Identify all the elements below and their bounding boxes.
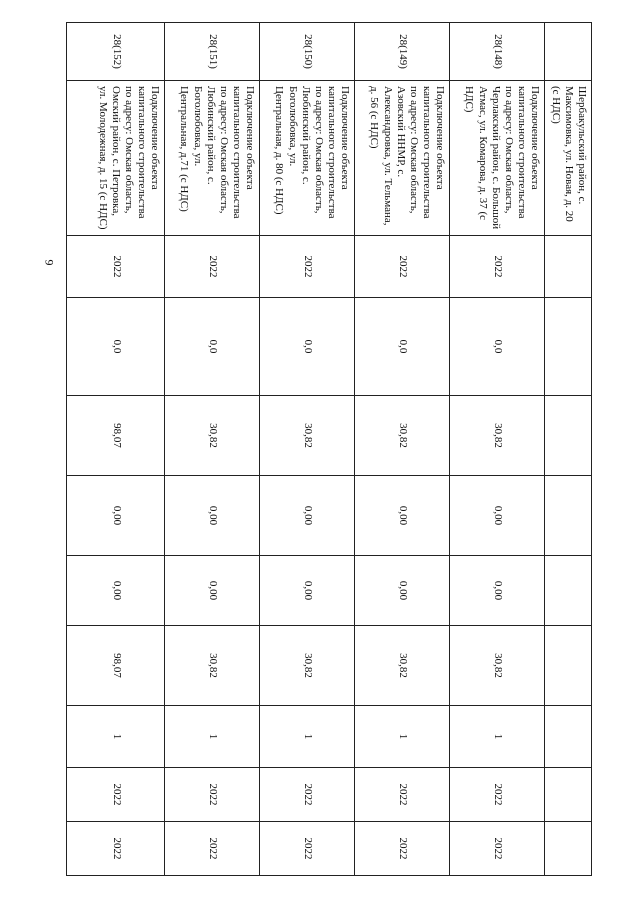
cell-description: Подключение объекта капитального строительства по адресу: Омская область, Любинский район, с. Боголюбовка, ул. Центральная, д. 80 (с НДС) [260, 81, 355, 236]
cell-value-5 [545, 626, 592, 706]
cell-value-2: 98,07 [67, 396, 165, 476]
cell-year-a: 2022 [67, 768, 165, 822]
cell-value-1: 0,0 [260, 298, 355, 396]
cell-year-b: 2022 [67, 822, 165, 876]
cell-value-3: 0,00 [355, 476, 450, 556]
table-row [355, 23, 450, 876]
cell-year-start: 2022 [450, 236, 545, 298]
cell-year-b [545, 822, 592, 876]
cell-value-2: 30,82 [355, 396, 450, 476]
cell-value-4 [545, 556, 592, 626]
cell-count: 1 [355, 706, 450, 768]
cell-value-3: 0,00 [165, 476, 260, 556]
cell-count: 1 [450, 706, 545, 768]
cell-value-4: 0,00 [355, 556, 450, 626]
cell-description: Подключение объекта капитального строительства по адресу: Омская область, Омский район, с. Петровка, ул. Молодежная, д. 15 (с НДС) [67, 81, 165, 236]
cell-value-2: 30,82 [450, 396, 545, 476]
cell-year-start: 2022 [355, 236, 450, 298]
cell-value-2: 30,82 [165, 396, 260, 476]
cell-num: 28(148) [450, 23, 545, 81]
table-row [260, 23, 355, 876]
cell-description: Шербакульский район, с. Максимовка, ул. Новая, д. 20 (с НДС) [545, 81, 592, 236]
cell-count: 1 [165, 706, 260, 768]
cell-year-b: 2022 [165, 822, 260, 876]
table-row [450, 23, 545, 876]
cell-year-b: 2022 [355, 822, 450, 876]
cell-value-4: 0,00 [165, 556, 260, 626]
cell-num: 28(150) [260, 23, 355, 81]
cell-value-5: 98,07 [67, 626, 165, 706]
cell-value-5: 30,82 [165, 626, 260, 706]
table-row [165, 23, 260, 876]
cell-num: 28(151) [165, 23, 260, 81]
cell-year-b: 2022 [450, 822, 545, 876]
cell-num: 28(152) [67, 23, 165, 81]
cell-value-4: 0,00 [67, 556, 165, 626]
cell-count: 1 [260, 706, 355, 768]
cell-year-start: 2022 [260, 236, 355, 298]
cell-value-4: 0,00 [260, 556, 355, 626]
cell-value-1: 0,0 [450, 298, 545, 396]
cell-year-start: 2022 [165, 236, 260, 298]
cell-count [545, 706, 592, 768]
cell-value-1 [545, 298, 592, 396]
table-row-continued [545, 23, 592, 876]
investment-table [66, 22, 592, 876]
rotated-table-container [70, 22, 592, 875]
cell-year-a: 2022 [355, 768, 450, 822]
cell-value-5: 30,82 [355, 626, 450, 706]
cell-year-start [545, 236, 592, 298]
cell-value-1: 0,0 [67, 298, 165, 396]
cell-value-3 [545, 476, 592, 556]
cell-year-a [545, 768, 592, 822]
cell-year-start: 2022 [67, 236, 165, 298]
cell-value-5: 30,82 [450, 626, 545, 706]
document-table-area [70, 22, 592, 875]
cell-value-3: 0,00 [260, 476, 355, 556]
cell-description: Подключение объекта капитального строительства по адресу: Омская область, Черлакский район, с. Большой Атмас, ул. Комарова, д. 37 (с НДС) [450, 81, 545, 236]
cell-value-5: 30,82 [260, 626, 355, 706]
cell-value-4: 0,00 [450, 556, 545, 626]
cell-value-2: 30,82 [260, 396, 355, 476]
cell-value-3: 0,00 [67, 476, 165, 556]
cell-description: Подключение объекта капитального строительства по адресу: Омская область, Азовский ННМР, с. Александровка, ул. Тельмана, д. 56 (с НДС) [355, 81, 450, 236]
cell-num [545, 23, 592, 81]
page-number: 9 [42, 259, 57, 266]
cell-year-b: 2022 [260, 822, 355, 876]
cell-year-a: 2022 [450, 768, 545, 822]
cell-count: 1 [67, 706, 165, 768]
cell-value-2 [545, 396, 592, 476]
cell-value-3: 0,00 [450, 476, 545, 556]
cell-num: 28(149) [355, 23, 450, 81]
cell-value-1: 0,0 [165, 298, 260, 396]
cell-year-a: 2022 [260, 768, 355, 822]
cell-description: Подключение объекта капитального строительства по адресу: Омская область, Любинский район, с. Боголюбовка, ул. Центральная, д.71 (с НДС) [165, 81, 260, 236]
cell-value-1: 0,0 [355, 298, 450, 396]
table-row [67, 23, 165, 876]
cell-year-a: 2022 [165, 768, 260, 822]
